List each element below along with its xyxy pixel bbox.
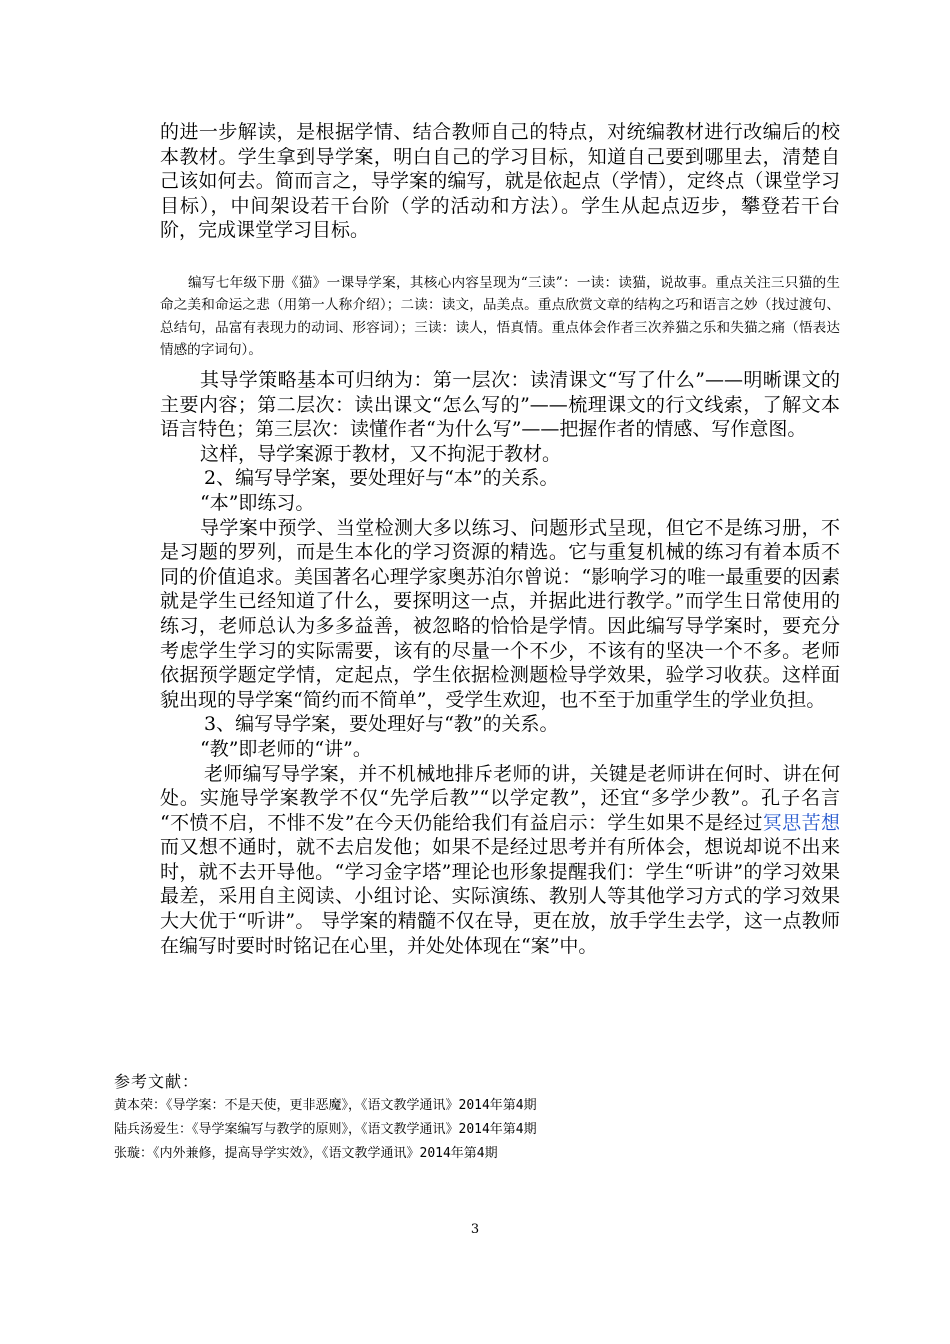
references-title: 参考文献：: [114, 1072, 200, 1091]
main-text: [160, 120, 840, 243]
example-note: [160, 272, 840, 362]
paragraph-ben-definition: “本”即练习。: [200, 491, 315, 514]
paragraph-strategy: 其导学策略基本可归纳为：第一层次：读清课文“写了什么”——明晰课文的主要内容；第二层次：读出课文“怎么写的”——梳理课文的行文线索，了解文本语言特色；第三层次：读懂作者“为什么写”——把握作者的情感、写作意图。: [160, 369, 840, 441]
reference-item: 黄本荣：《导学案：不是天使，更非恶魔》，《语文教学通讯》2014年第4期: [114, 1098, 537, 1113]
paragraph-intro-continued: 的进一步解读，是根据学情、结合教师自己的特点，对统编教材进行改编后的校本教材。学生拿到导学案，明白自己的学习目标，知道自己要到哪里去，清楚自己该如何去。简而言之，导学案的编写，就是依起点（学情），定终点（课堂学习目标），中间架设若干台阶（学的活动和方法）。学生从起点迈步，攀登若干台阶，完成课堂学习目标。: [160, 121, 840, 242]
paragraph-cat-lesson: 编写七年级下册《猫》一课导学案，其核心内容呈现为“三读”：一读：读猫，说故事。重点关注三只猫的生命之美和命运之悲（用第一人称介绍）；二读：读文，品美点。重点欣赏文章的结构之巧和语言之妙（找过渡句、总结句，品富有表现力的动词、形容词）；三读：读人，悟真情。重点体会作者三次养猫之乐和失猫之痛（悟表达情感的字词句）。: [160, 275, 840, 359]
references-section: [114, 1070, 834, 1166]
heading-section-3: 3、编写导学案，要处理好与“教”的关系。: [204, 713, 559, 736]
page-number: 3: [470, 1222, 480, 1237]
reference-item: 陆兵汤爱生：《导学案编写与教学的原则》，《语文教学通讯》2014年第4期: [114, 1122, 537, 1137]
paragraph-jiao-definition: “教”即老师的“讲”。: [200, 737, 372, 760]
hyperlink-mingsi-kuxiang[interactable]: 冥思苦想: [762, 811, 840, 834]
text-segment: 老师编写导学案，并不机械地排斥老师的讲，关键是老师讲在何时、讲在何处。实施导学案教学不仅“先学后教”“以学定教”，还宜“多学少教”。孔子名言 “不愤不启，不悱不发”在今天仍能给我们有益启示：学生如果不是经过: [160, 762, 840, 834]
paragraph-teacher-role: [160, 762, 840, 959]
paragraph-exercises: 导学案中预学、当堂检测大多以练习、问题形式呈现，但它不是练习册，不是习题的罗列，而是生本化的学习资源的精选。它与重复机械的练习有着本质不同的价值追求。美国著名心理学家奥苏泊尔曾说：“影响学习的唯一最重要的因素就是学生已经知道了什么，要探明这一点，并据此进行教学。”而学生日常使用的练习，老师总认为多多益善，被忽略的恰恰是学情。因此编写导学案时，要充分考虑学生学习的实际需要，该有的尽量一个不少，不该有的坚决一个不多。老师依据预学题定学情，定起点，学生依据检测题检导学效果，验学习收获。这样面貌出现的导学案“简约而不简单”，受学生欢迎，也不至于加重学生的学业负担。: [160, 516, 840, 711]
main-text-2: [160, 368, 840, 958]
text-segment: 而又想不通时，就不去启发他；如果不是经过思考并有所体会，想说却说不出来时，就不去开导他。“学习金字塔”理论也形象提醒我们：学生“听讲”的学习效果最差，采用自主阅读、小组讨论、实际演练、教别人等其他学习方式的学习效果大大优于“听讲”。 导学案的精髓不仅在导，更在放，放手学生去学，这一点教师在编写时要时时铭记在心里，并处处体现在“案”中。: [160, 836, 840, 957]
heading-section-2: 2、编写导学案，要处理好与“本”的关系。: [204, 467, 559, 490]
reference-item: 张璇：《内外兼修，提高导学实效》，《语文教学通讯》2014年第4期: [114, 1146, 498, 1161]
paragraph-summary: 这样，导学案源于教材，又不拘泥于教材。: [200, 442, 562, 465]
